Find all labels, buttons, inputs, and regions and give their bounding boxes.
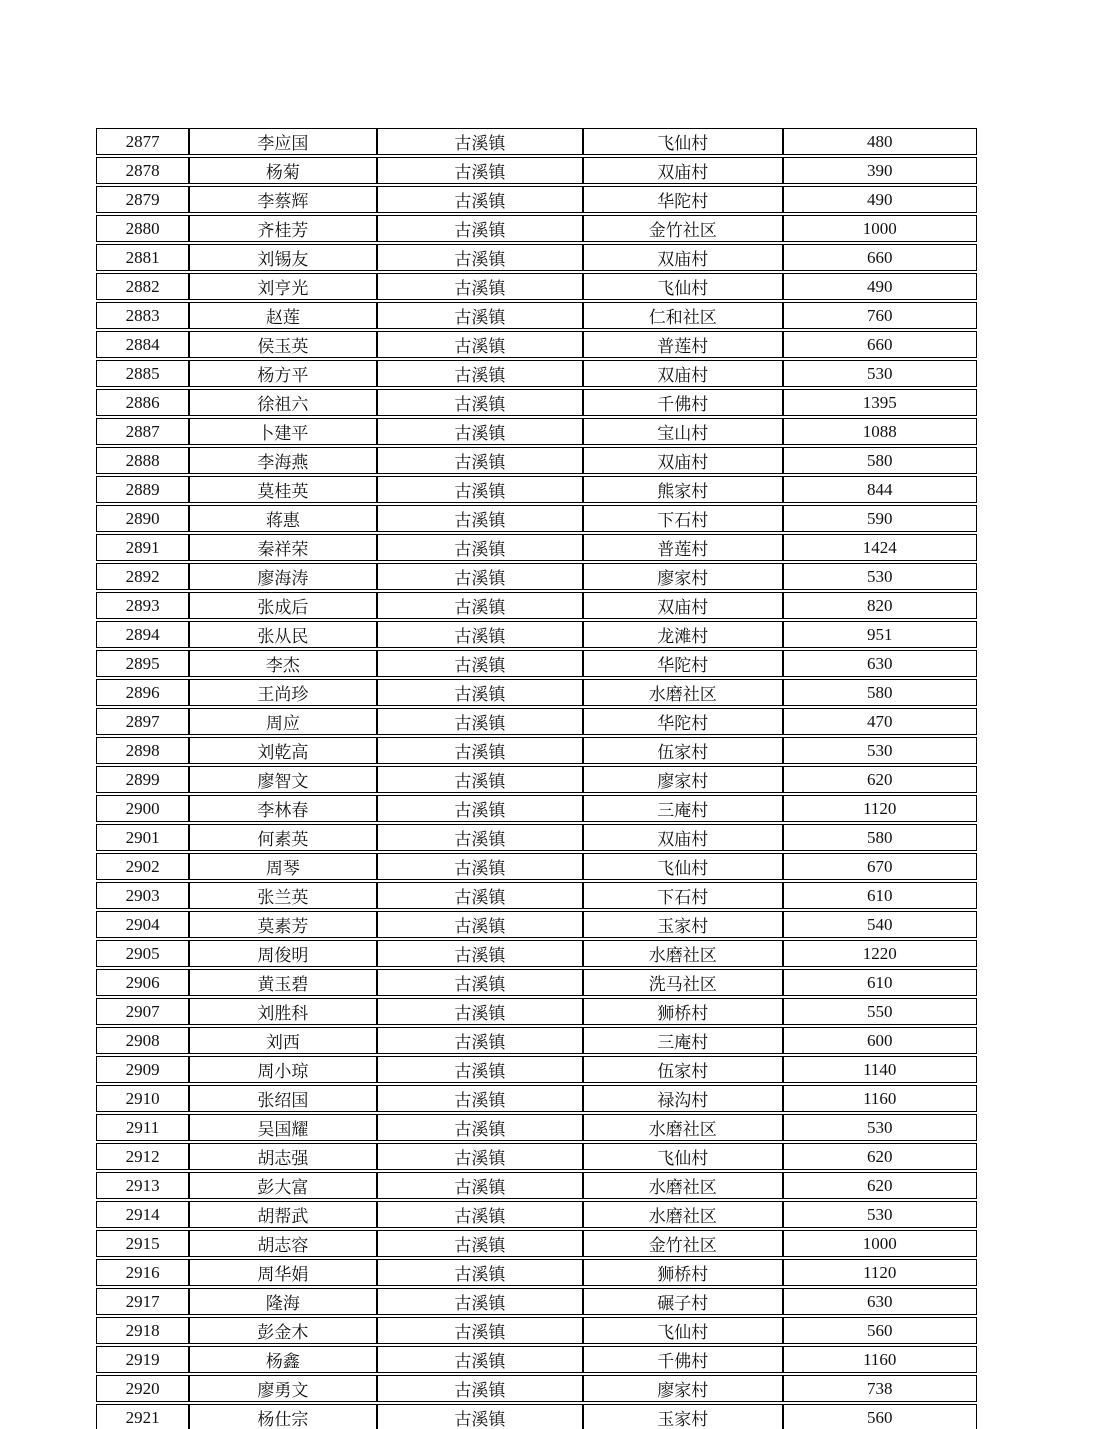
cell-town: 古溪镇 xyxy=(377,1259,583,1286)
cell-name: 赵莲 xyxy=(189,302,376,329)
table-row xyxy=(96,476,977,503)
cell-village: 千佛村 xyxy=(583,389,782,416)
table-row xyxy=(96,447,977,474)
cell-village: 双庙村 xyxy=(583,592,782,619)
cell-name: 杨鑫 xyxy=(189,1346,376,1373)
cell-serial-number: 2918 xyxy=(96,1317,189,1344)
cell-name: 徐祖六 xyxy=(189,389,376,416)
cell-village: 廖家村 xyxy=(583,766,782,793)
cell-village: 狮桥村 xyxy=(583,998,782,1025)
cell-village: 飞仙村 xyxy=(583,1317,782,1344)
cell-serial-number: 2899 xyxy=(96,766,189,793)
cell-village: 飞仙村 xyxy=(583,1143,782,1170)
cell-serial-number: 2897 xyxy=(96,708,189,735)
cell-town: 古溪镇 xyxy=(377,1114,583,1141)
cell-village: 千佛村 xyxy=(583,1346,782,1373)
cell-village: 普莲村 xyxy=(583,331,782,358)
table-row xyxy=(96,418,977,445)
cell-name: 周俊明 xyxy=(189,940,376,967)
cell-amount: 490 xyxy=(783,273,977,300)
cell-town: 古溪镇 xyxy=(377,360,583,387)
cell-town: 古溪镇 xyxy=(377,186,583,213)
cell-village: 下石村 xyxy=(583,882,782,909)
cell-amount: 610 xyxy=(783,969,977,996)
table-row xyxy=(96,505,977,532)
cell-amount: 580 xyxy=(783,824,977,851)
cell-village: 金竹社区 xyxy=(583,1230,782,1257)
records-table xyxy=(96,126,977,1429)
cell-village: 双庙村 xyxy=(583,157,782,184)
cell-serial-number: 2904 xyxy=(96,911,189,938)
cell-name: 周应 xyxy=(189,708,376,735)
cell-name: 周琴 xyxy=(189,853,376,880)
cell-town: 古溪镇 xyxy=(377,128,583,155)
table-row xyxy=(96,1346,977,1373)
cell-amount: 530 xyxy=(783,1114,977,1141)
cell-serial-number: 2893 xyxy=(96,592,189,619)
cell-amount: 620 xyxy=(783,766,977,793)
cell-serial-number: 2913 xyxy=(96,1172,189,1199)
table-row xyxy=(96,244,977,271)
cell-serial-number: 2916 xyxy=(96,1259,189,1286)
cell-serial-number: 2880 xyxy=(96,215,189,242)
cell-serial-number: 2898 xyxy=(96,737,189,764)
cell-town: 古溪镇 xyxy=(377,882,583,909)
cell-amount: 1395 xyxy=(783,389,977,416)
cell-amount: 1424 xyxy=(783,534,977,561)
cell-village: 华陀村 xyxy=(583,708,782,735)
cell-village: 金竹社区 xyxy=(583,215,782,242)
cell-town: 古溪镇 xyxy=(377,1317,583,1344)
cell-serial-number: 2920 xyxy=(96,1375,189,1402)
cell-town: 古溪镇 xyxy=(377,1143,583,1170)
cell-town: 古溪镇 xyxy=(377,534,583,561)
cell-name: 胡帮武 xyxy=(189,1201,376,1228)
cell-village: 水磨社区 xyxy=(583,940,782,967)
cell-town: 古溪镇 xyxy=(377,1288,583,1315)
cell-amount: 580 xyxy=(783,447,977,474)
table-row xyxy=(96,766,977,793)
cell-town: 古溪镇 xyxy=(377,215,583,242)
cell-amount: 630 xyxy=(783,1288,977,1315)
cell-village: 水磨社区 xyxy=(583,1201,782,1228)
cell-name: 李林春 xyxy=(189,795,376,822)
table-row xyxy=(96,969,977,996)
cell-town: 古溪镇 xyxy=(377,389,583,416)
cell-name: 廖海涛 xyxy=(189,563,376,590)
cell-name: 周华娟 xyxy=(189,1259,376,1286)
table-row xyxy=(96,389,977,416)
cell-name: 张兰英 xyxy=(189,882,376,909)
table-row xyxy=(96,1114,977,1141)
table-row xyxy=(96,302,977,329)
table-row xyxy=(96,1375,977,1402)
cell-name: 杨仕宗 xyxy=(189,1404,376,1429)
table-row xyxy=(96,1288,977,1315)
cell-name: 胡志强 xyxy=(189,1143,376,1170)
cell-town: 古溪镇 xyxy=(377,853,583,880)
cell-amount: 620 xyxy=(783,1143,977,1170)
cell-serial-number: 2882 xyxy=(96,273,189,300)
table-row xyxy=(96,679,977,706)
cell-amount: 1220 xyxy=(783,940,977,967)
cell-name: 张从民 xyxy=(189,621,376,648)
cell-village: 伍家村 xyxy=(583,1056,782,1083)
table-row xyxy=(96,911,977,938)
cell-town: 古溪镇 xyxy=(377,1056,583,1083)
cell-village: 洗马社区 xyxy=(583,969,782,996)
cell-amount: 590 xyxy=(783,505,977,532)
cell-town: 古溪镇 xyxy=(377,911,583,938)
cell-village: 水磨社区 xyxy=(583,1172,782,1199)
cell-name: 彭大富 xyxy=(189,1172,376,1199)
cell-amount: 670 xyxy=(783,853,977,880)
cell-serial-number: 2879 xyxy=(96,186,189,213)
cell-name: 周小琼 xyxy=(189,1056,376,1083)
cell-amount: 630 xyxy=(783,650,977,677)
cell-name: 黄玉碧 xyxy=(189,969,376,996)
cell-village: 飞仙村 xyxy=(583,128,782,155)
cell-amount: 1088 xyxy=(783,418,977,445)
cell-village: 禄沟村 xyxy=(583,1085,782,1112)
cell-town: 古溪镇 xyxy=(377,737,583,764)
cell-amount: 550 xyxy=(783,998,977,1025)
cell-serial-number: 2915 xyxy=(96,1230,189,1257)
cell-amount: 470 xyxy=(783,708,977,735)
table-row xyxy=(96,534,977,561)
cell-amount: 580 xyxy=(783,679,977,706)
cell-name: 廖智文 xyxy=(189,766,376,793)
cell-amount: 820 xyxy=(783,592,977,619)
cell-town: 古溪镇 xyxy=(377,1375,583,1402)
cell-village: 廖家村 xyxy=(583,563,782,590)
cell-name: 卜建平 xyxy=(189,418,376,445)
table-row xyxy=(96,1056,977,1083)
cell-name: 刘胜科 xyxy=(189,998,376,1025)
cell-name: 王尚珍 xyxy=(189,679,376,706)
cell-serial-number: 2877 xyxy=(96,128,189,155)
cell-name: 李蔡辉 xyxy=(189,186,376,213)
cell-amount: 530 xyxy=(783,360,977,387)
table-row xyxy=(96,708,977,735)
cell-name: 刘西 xyxy=(189,1027,376,1054)
cell-town: 古溪镇 xyxy=(377,708,583,735)
cell-name: 侯玉英 xyxy=(189,331,376,358)
cell-serial-number: 2917 xyxy=(96,1288,189,1315)
cell-town: 古溪镇 xyxy=(377,418,583,445)
cell-amount: 1120 xyxy=(783,1259,977,1286)
table-row xyxy=(96,128,977,155)
cell-amount: 1160 xyxy=(783,1346,977,1373)
cell-name: 胡志容 xyxy=(189,1230,376,1257)
cell-name: 蒋惠 xyxy=(189,505,376,532)
cell-serial-number: 2919 xyxy=(96,1346,189,1373)
cell-serial-number: 2908 xyxy=(96,1027,189,1054)
cell-name: 李海燕 xyxy=(189,447,376,474)
cell-village: 双庙村 xyxy=(583,360,782,387)
cell-village: 水磨社区 xyxy=(583,1114,782,1141)
cell-name: 李杰 xyxy=(189,650,376,677)
table-row xyxy=(96,650,977,677)
cell-amount: 1000 xyxy=(783,215,977,242)
cell-village: 玉家村 xyxy=(583,1404,782,1429)
table-row xyxy=(96,853,977,880)
cell-village: 龙滩村 xyxy=(583,621,782,648)
cell-name: 李应国 xyxy=(189,128,376,155)
table-row xyxy=(96,157,977,184)
table-row xyxy=(96,882,977,909)
cell-town: 古溪镇 xyxy=(377,940,583,967)
cell-amount: 1120 xyxy=(783,795,977,822)
cell-village: 三庵村 xyxy=(583,795,782,822)
cell-village: 碾子村 xyxy=(583,1288,782,1315)
table-row xyxy=(96,563,977,590)
table-row xyxy=(96,592,977,619)
cell-amount: 660 xyxy=(783,244,977,271)
cell-amount: 660 xyxy=(783,331,977,358)
cell-serial-number: 2891 xyxy=(96,534,189,561)
cell-village: 双庙村 xyxy=(583,824,782,851)
cell-town: 古溪镇 xyxy=(377,1172,583,1199)
cell-amount: 951 xyxy=(783,621,977,648)
cell-serial-number: 2914 xyxy=(96,1201,189,1228)
cell-village: 飞仙村 xyxy=(583,273,782,300)
cell-amount: 390 xyxy=(783,157,977,184)
cell-name: 莫桂英 xyxy=(189,476,376,503)
cell-name: 刘亨光 xyxy=(189,273,376,300)
cell-name: 杨方平 xyxy=(189,360,376,387)
cell-town: 古溪镇 xyxy=(377,476,583,503)
cell-serial-number: 2878 xyxy=(96,157,189,184)
cell-village: 双庙村 xyxy=(583,447,782,474)
cell-town: 古溪镇 xyxy=(377,766,583,793)
cell-town: 古溪镇 xyxy=(377,592,583,619)
cell-town: 古溪镇 xyxy=(377,447,583,474)
cell-village: 飞仙村 xyxy=(583,853,782,880)
cell-village: 熊家村 xyxy=(583,476,782,503)
table-row xyxy=(96,1027,977,1054)
cell-amount: 530 xyxy=(783,737,977,764)
cell-village: 三庵村 xyxy=(583,1027,782,1054)
cell-name: 张成后 xyxy=(189,592,376,619)
table-row xyxy=(96,273,977,300)
cell-amount: 1140 xyxy=(783,1056,977,1083)
cell-name: 杨菊 xyxy=(189,157,376,184)
table-row xyxy=(96,186,977,213)
cell-amount: 600 xyxy=(783,1027,977,1054)
cell-name: 何素英 xyxy=(189,824,376,851)
cell-amount: 1160 xyxy=(783,1085,977,1112)
table-row xyxy=(96,1404,977,1429)
cell-amount: 530 xyxy=(783,1201,977,1228)
cell-amount: 738 xyxy=(783,1375,977,1402)
cell-amount: 760 xyxy=(783,302,977,329)
cell-town: 古溪镇 xyxy=(377,331,583,358)
cell-village: 双庙村 xyxy=(583,244,782,271)
table-row xyxy=(96,1230,977,1257)
cell-amount: 480 xyxy=(783,128,977,155)
cell-town: 古溪镇 xyxy=(377,1201,583,1228)
records-table-body xyxy=(96,128,977,1429)
cell-serial-number: 2885 xyxy=(96,360,189,387)
cell-amount: 610 xyxy=(783,882,977,909)
cell-serial-number: 2905 xyxy=(96,940,189,967)
cell-serial-number: 2906 xyxy=(96,969,189,996)
cell-serial-number: 2900 xyxy=(96,795,189,822)
cell-village: 宝山村 xyxy=(583,418,782,445)
cell-serial-number: 2890 xyxy=(96,505,189,532)
cell-town: 古溪镇 xyxy=(377,1230,583,1257)
cell-name: 莫素芳 xyxy=(189,911,376,938)
cell-village: 普莲村 xyxy=(583,534,782,561)
cell-town: 古溪镇 xyxy=(377,650,583,677)
cell-name: 彭金木 xyxy=(189,1317,376,1344)
cell-town: 古溪镇 xyxy=(377,1346,583,1373)
cell-serial-number: 2909 xyxy=(96,1056,189,1083)
cell-village: 水磨社区 xyxy=(583,679,782,706)
cell-serial-number: 2881 xyxy=(96,244,189,271)
table-row xyxy=(96,998,977,1025)
cell-amount: 844 xyxy=(783,476,977,503)
cell-serial-number: 2886 xyxy=(96,389,189,416)
cell-serial-number: 2911 xyxy=(96,1114,189,1141)
cell-village: 下石村 xyxy=(583,505,782,532)
cell-amount: 540 xyxy=(783,911,977,938)
cell-town: 古溪镇 xyxy=(377,563,583,590)
cell-serial-number: 2912 xyxy=(96,1143,189,1170)
table-row xyxy=(96,1201,977,1228)
cell-town: 古溪镇 xyxy=(377,302,583,329)
records-table-container xyxy=(96,126,977,1429)
cell-town: 古溪镇 xyxy=(377,621,583,648)
cell-name: 隆海 xyxy=(189,1288,376,1315)
cell-name: 吴国耀 xyxy=(189,1114,376,1141)
cell-serial-number: 2892 xyxy=(96,563,189,590)
cell-town: 古溪镇 xyxy=(377,505,583,532)
cell-name: 齐桂芳 xyxy=(189,215,376,242)
cell-amount: 560 xyxy=(783,1404,977,1429)
cell-amount: 490 xyxy=(783,186,977,213)
cell-serial-number: 2907 xyxy=(96,998,189,1025)
table-row xyxy=(96,1317,977,1344)
cell-serial-number: 2894 xyxy=(96,621,189,648)
cell-village: 狮桥村 xyxy=(583,1259,782,1286)
cell-serial-number: 2902 xyxy=(96,853,189,880)
table-row xyxy=(96,940,977,967)
cell-town: 古溪镇 xyxy=(377,157,583,184)
cell-town: 古溪镇 xyxy=(377,969,583,996)
cell-village: 仁和社区 xyxy=(583,302,782,329)
cell-serial-number: 2884 xyxy=(96,331,189,358)
cell-serial-number: 2889 xyxy=(96,476,189,503)
cell-name: 刘乾高 xyxy=(189,737,376,764)
cell-town: 古溪镇 xyxy=(377,1027,583,1054)
cell-serial-number: 2895 xyxy=(96,650,189,677)
cell-village: 华陀村 xyxy=(583,650,782,677)
cell-town: 古溪镇 xyxy=(377,998,583,1025)
cell-village: 伍家村 xyxy=(583,737,782,764)
cell-amount: 1000 xyxy=(783,1230,977,1257)
table-row xyxy=(96,795,977,822)
cell-town: 古溪镇 xyxy=(377,1404,583,1429)
table-row xyxy=(96,360,977,387)
cell-name: 秦祥荣 xyxy=(189,534,376,561)
cell-town: 古溪镇 xyxy=(377,795,583,822)
cell-name: 刘锡友 xyxy=(189,244,376,271)
cell-serial-number: 2888 xyxy=(96,447,189,474)
cell-serial-number: 2903 xyxy=(96,882,189,909)
cell-serial-number: 2921 xyxy=(96,1404,189,1429)
cell-serial-number: 2910 xyxy=(96,1085,189,1112)
table-row xyxy=(96,1259,977,1286)
cell-village: 华陀村 xyxy=(583,186,782,213)
cell-serial-number: 2901 xyxy=(96,824,189,851)
cell-amount: 530 xyxy=(783,563,977,590)
table-row xyxy=(96,824,977,851)
table-row xyxy=(96,621,977,648)
cell-village: 廖家村 xyxy=(583,1375,782,1402)
cell-amount: 560 xyxy=(783,1317,977,1344)
cell-town: 古溪镇 xyxy=(377,1085,583,1112)
cell-village: 玉家村 xyxy=(583,911,782,938)
cell-town: 古溪镇 xyxy=(377,679,583,706)
table-row xyxy=(96,1172,977,1199)
cell-town: 古溪镇 xyxy=(377,273,583,300)
cell-name: 廖勇文 xyxy=(189,1375,376,1402)
cell-amount: 620 xyxy=(783,1172,977,1199)
cell-serial-number: 2883 xyxy=(96,302,189,329)
table-row xyxy=(96,1143,977,1170)
table-row xyxy=(96,215,977,242)
table-row xyxy=(96,331,977,358)
cell-town: 古溪镇 xyxy=(377,824,583,851)
cell-town: 古溪镇 xyxy=(377,244,583,271)
table-row xyxy=(96,737,977,764)
table-row xyxy=(96,1085,977,1112)
cell-name: 张绍国 xyxy=(189,1085,376,1112)
cell-serial-number: 2896 xyxy=(96,679,189,706)
cell-serial-number: 2887 xyxy=(96,418,189,445)
